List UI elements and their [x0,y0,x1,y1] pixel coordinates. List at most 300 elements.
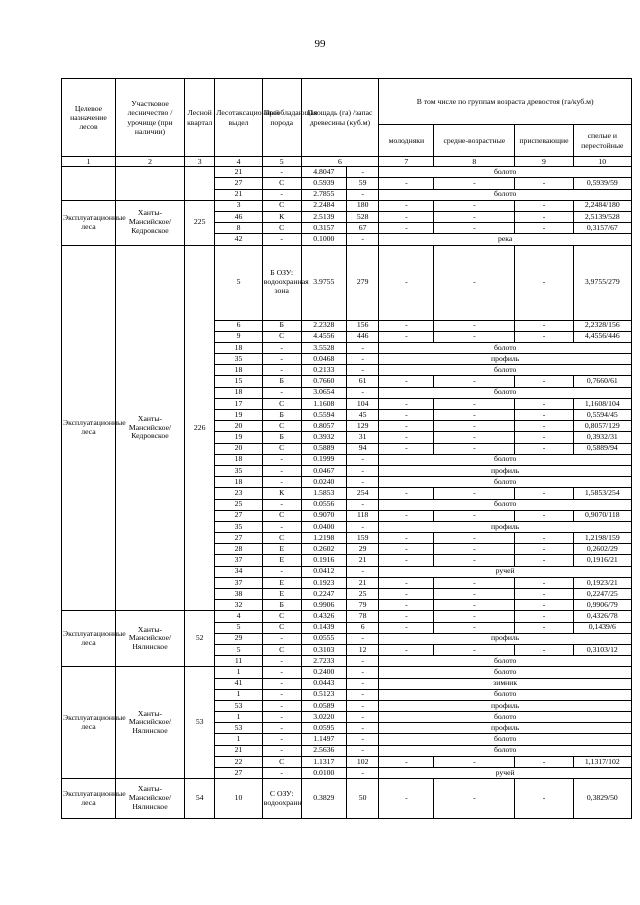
cell-stock: 102 [346,756,378,767]
cell-species: - [262,354,301,365]
col-number: 8 [434,157,515,167]
cell-land-type: болото [379,712,632,723]
cell-maturing: - [515,644,573,655]
cell-species: Е [262,555,301,566]
cell-young: - [379,211,434,222]
col-number: 7 [379,157,434,167]
cell-species: Б [262,410,301,421]
cell-division: 15 [215,376,263,387]
cell-area: 0.0443 [301,678,346,689]
cell-stock: 156 [346,320,378,331]
cell-division: 20 [215,443,263,454]
cell-quarter [185,167,215,201]
cell-stock: - [346,189,378,200]
cell-area: 0.0412 [301,566,346,577]
cell-young: - [379,245,434,320]
cell-species: - [262,656,301,667]
cell-area: 0.0468 [301,354,346,365]
cell-division: 21 [215,167,263,178]
cell-young: - [379,432,434,443]
cell-stock: - [346,354,378,365]
cell-division: 35 [215,521,263,532]
cell-middle: - [434,211,515,222]
cell-species: - [262,521,301,532]
cell-division: 35 [215,465,263,476]
cell-species: - [262,633,301,644]
cell-species: - [262,167,301,178]
cell-maturing: - [515,488,573,499]
cell-middle: - [434,589,515,600]
cell-area: 1.1608 [301,398,346,409]
cell-young: - [379,421,434,432]
table-row [62,245,632,320]
cell-middle: - [434,544,515,555]
cell-young: - [379,320,434,331]
cell-species: - [262,723,301,734]
cell-area: 0.9906 [301,600,346,611]
cell-species: - [262,745,301,756]
cell-division: 1 [215,734,263,745]
header-maturing: приспевающие [515,125,573,157]
cell-area: 0.5594 [301,410,346,421]
cell-stock: - [346,768,378,779]
cell-area: 0.0555 [301,633,346,644]
cell-maturing: - [515,331,573,342]
cell-stock: 29 [346,544,378,555]
cell-area: 4.4556 [301,331,346,342]
cell-species: - [262,342,301,353]
cell-area: 0.0240 [301,477,346,488]
cell-species: - [262,189,301,200]
cell-species: С [262,510,301,521]
cell-species: - [262,667,301,678]
cell-division: 4 [215,611,263,622]
cell-land-type: профиль [379,723,632,734]
col-number: 9 [515,157,573,167]
cell-area: 2.7855 [301,189,346,200]
cell-species: - [262,465,301,476]
cell-young: - [379,544,434,555]
cell-species: Б [262,376,301,387]
cell-maturing: - [515,211,573,222]
cell-stock: 25 [346,589,378,600]
cell-division: 17 [215,398,263,409]
cell-young: - [379,200,434,211]
cell-middle: - [434,320,515,331]
cell-middle: - [434,488,515,499]
cell-stock: 61 [346,376,378,387]
cell-division: 21 [215,745,263,756]
cell-land-type: профиль [379,521,632,532]
cell-maturing: - [515,200,573,211]
cell-division: 27 [215,178,263,189]
cell-area: 2.2484 [301,200,346,211]
cell-land-type: болото [379,454,632,465]
cell-young: - [379,555,434,566]
cell-area: 0.0400 [301,521,346,532]
cell-maturing: - [515,622,573,633]
col-number: 5 [262,157,301,167]
cell-area: 0.9070 [301,510,346,521]
cell-division: 9 [215,331,263,342]
cell-division: 37 [215,577,263,588]
cell-mature: 1,1608/104 [573,398,631,409]
cell-species: С [262,331,301,342]
cell-area: 0.2400 [301,667,346,678]
cell-division: 6 [215,320,263,331]
cell-maturing: - [515,577,573,588]
cell-maturing: - [515,398,573,409]
cell-land-type: болото [379,734,632,745]
cell-young: - [379,410,434,421]
cell-species: С [262,443,301,454]
cell-stock: - [346,234,378,245]
cell-middle: - [434,443,515,454]
cell-area: 0.1916 [301,555,346,566]
header-young: молодняки [379,125,434,157]
cell-division: 10 [215,779,263,819]
cell-middle: - [434,376,515,387]
cell-area: 0.1000 [301,234,346,245]
cell-area: 0.1439 [301,622,346,633]
col-number: 4 [215,157,263,167]
cell-stock: - [346,365,378,376]
cell-division: 18 [215,454,263,465]
cell-area: 0.4326 [301,611,346,622]
cell-middle: - [434,756,515,767]
cell-area: 0.2602 [301,544,346,555]
cell-young: - [379,577,434,588]
cell-young: - [379,488,434,499]
cell-area: 0.2133 [301,365,346,376]
cell-division: 23 [215,488,263,499]
cell-area: 1.1317 [301,756,346,767]
cell-division: 42 [215,234,263,245]
cell-area: 3.0654 [301,387,346,398]
cell-species: - [262,700,301,711]
cell-division: 11 [215,656,263,667]
cell-stock: 45 [346,410,378,421]
cell-species: - [262,365,301,376]
cell-young: - [379,510,434,521]
cell-stock: 104 [346,398,378,409]
cell-mature: 2,5139/528 [573,211,631,222]
cell-division: 38 [215,589,263,600]
cell-young: - [379,443,434,454]
table-row [62,167,632,178]
cell-species: Б [262,320,301,331]
cell-quarter: 54 [185,779,215,819]
cell-stock: 159 [346,533,378,544]
header-middle: средне-возрастные [434,125,515,157]
cell-stock: - [346,656,378,667]
cell-stock: - [346,723,378,734]
cell-division: 18 [215,342,263,353]
cell-land-type: болото [379,387,632,398]
cell-district: Ханты-Мансийское/ Нялинское [115,611,184,667]
cell-stock: - [346,633,378,644]
cell-division: 19 [215,410,263,421]
cell-stock: - [346,521,378,532]
header-division: Лесотаксационный выдел [215,79,263,157]
cell-area: 0.0556 [301,499,346,510]
cell-species: С [262,421,301,432]
cell-division: 1 [215,689,263,700]
cell-stock: - [346,667,378,678]
cell-mature: 0,5889/94 [573,443,631,454]
cell-species: Е [262,577,301,588]
cell-species: С [262,178,301,189]
cell-maturing: - [515,510,573,521]
cell-area: 2.7233 [301,656,346,667]
cell-middle: - [434,577,515,588]
cell-division: 3 [215,200,263,211]
cell-maturing: - [515,544,573,555]
cell-species: - [262,712,301,723]
table-row [62,779,632,819]
cell-middle: - [434,398,515,409]
cell-stock: 6 [346,622,378,633]
cell-mature: 2,2484/180 [573,200,631,211]
col-number: 6 [301,157,379,167]
cell-stock: - [346,712,378,723]
cell-stock: - [346,678,378,689]
cell-mature: 3,9755/279 [573,245,631,320]
cell-young: - [379,600,434,611]
cell-area: 3.9755 [301,245,346,320]
cell-middle: - [434,178,515,189]
table-row [62,200,632,211]
page-number: 99 [314,38,326,50]
cell-young: - [379,622,434,633]
cell-division: 37 [215,555,263,566]
cell-district: Ханты-Мансийское/ Кедровское [115,200,184,245]
cell-division: 34 [215,566,263,577]
cell-area: 2.5139 [301,211,346,222]
cell-species: Б [262,600,301,611]
cell-purpose [62,167,116,201]
cell-division: 32 [215,600,263,611]
cell-mature: 0,2602/29 [573,544,631,555]
cell-area: 2.2328 [301,320,346,331]
cell-stock: - [346,734,378,745]
cell-middle: - [434,555,515,566]
cell-mature: 0,1923/21 [573,577,631,588]
cell-division: 27 [215,510,263,521]
cell-district: Ханты-Мансийское/ Кедровское [115,245,184,611]
cell-area: 0.7660 [301,376,346,387]
header-purpose: Целевое назначение лесов [62,79,116,157]
cell-area: 0.5123 [301,689,346,700]
cell-maturing: - [515,555,573,566]
cell-land-type: болото [379,689,632,700]
cell-area: 0.0595 [301,723,346,734]
cell-stock: 67 [346,223,378,234]
cell-species: К [262,211,301,222]
cell-middle: - [434,410,515,421]
cell-area: 1.1497 [301,734,346,745]
cell-area: 0.5889 [301,443,346,454]
cell-young: - [379,756,434,767]
cell-land-type: профиль [379,700,632,711]
cell-stock: 59 [346,178,378,189]
cell-stock: - [346,454,378,465]
cell-division: 20 [215,421,263,432]
cell-division: 25 [215,499,263,510]
cell-species: К [262,488,301,499]
cell-purpose: Эксплуатационные леса [62,245,116,611]
table-row [62,667,632,678]
cell-species: Б [262,432,301,443]
cell-young: - [379,779,434,819]
cell-young: - [379,644,434,655]
cell-mature: 0,3932/31 [573,432,631,443]
cell-stock: - [346,477,378,488]
cell-stock: 279 [346,245,378,320]
cell-young: - [379,331,434,342]
cell-maturing: - [515,600,573,611]
cell-division: 53 [215,700,263,711]
cell-area: 4.8047 [301,167,346,178]
cell-middle: - [434,331,515,342]
cell-species: - [262,387,301,398]
cell-maturing: - [515,421,573,432]
cell-mature: 0,2247/25 [573,589,631,600]
cell-area: 2.5636 [301,745,346,756]
cell-land-type: профиль [379,354,632,365]
cell-middle: - [434,600,515,611]
cell-stock: 180 [346,200,378,211]
cell-young: - [379,223,434,234]
cell-mature: 0,5594/45 [573,410,631,421]
cell-stock: 254 [346,488,378,499]
cell-species: Е [262,589,301,600]
header-species: Преобладающая порода [262,79,301,157]
cell-maturing: - [515,432,573,443]
cell-division: 28 [215,544,263,555]
cell-species: С [262,398,301,409]
cell-purpose: Эксплуатационные леса [62,200,116,245]
cell-area: 0.3103 [301,644,346,655]
cell-land-type: ручей [379,566,632,577]
cell-quarter: 226 [185,245,215,611]
cell-mature: 0,9070/118 [573,510,631,521]
cell-maturing: - [515,533,573,544]
cell-area: 0.8057 [301,421,346,432]
cell-middle: - [434,432,515,443]
cell-species: - [262,689,301,700]
cell-area: 0.1923 [301,577,346,588]
cell-mature: 0,1916/21 [573,555,631,566]
cell-species: С [262,223,301,234]
cell-mature: 0,3103/12 [573,644,631,655]
cell-stock: - [346,465,378,476]
cell-stock: 21 [346,577,378,588]
cell-species: - [262,499,301,510]
header-district: Участковое лесничество /урочище (при наличии) [115,79,184,157]
cell-mature: 0,5939/59 [573,178,631,189]
cell-area: 0.5939 [301,178,346,189]
cell-species: - [262,734,301,745]
cell-mature: 0,9906/79 [573,600,631,611]
cell-maturing: - [515,756,573,767]
cell-land-type: профиль [379,633,632,644]
cell-land-type: зимник [379,678,632,689]
cell-land-type: болото [379,745,632,756]
cell-mature: 0,1439/6 [573,622,631,633]
cell-young: - [379,398,434,409]
cell-mature: 1,1317/102 [573,756,631,767]
cell-division: 18 [215,387,263,398]
cell-young: - [379,589,434,600]
cell-division: 27 [215,533,263,544]
cell-quarter: 53 [185,667,215,779]
cell-species: С [262,611,301,622]
cell-maturing: - [515,223,573,234]
cell-middle: - [434,200,515,211]
cell-purpose: Эксплуатационные леса [62,611,116,667]
cell-maturing: - [515,443,573,454]
cell-species: С [262,756,301,767]
cell-stock: 31 [346,432,378,443]
cell-middle: - [434,421,515,432]
cell-land-type: болото [379,499,632,510]
cell-mature: 1,5853/254 [573,488,631,499]
cell-stock: 78 [346,611,378,622]
cell-maturing: - [515,245,573,320]
cell-land-type: ручей [379,768,632,779]
cell-species: С [262,644,301,655]
cell-stock: - [346,342,378,353]
cell-mature: 2,2328/156 [573,320,631,331]
cell-stock: 50 [346,779,378,819]
cell-stock: 79 [346,600,378,611]
cell-species: С [262,622,301,633]
cell-stock: 21 [346,555,378,566]
cell-area: 3.5528 [301,342,346,353]
cell-area: 1.2198 [301,533,346,544]
col-number: 2 [115,157,184,167]
cell-mature: 1,2198/159 [573,533,631,544]
cell-species: Б ОЗУ: водоохранная зона [262,245,301,320]
cell-middle: - [434,644,515,655]
cell-land-type: болото [379,365,632,376]
cell-mature: 0,7660/61 [573,376,631,387]
column-number-row [62,157,632,167]
cell-middle: - [434,779,515,819]
cell-land-type: профиль [379,465,632,476]
col-number: 10 [573,157,631,167]
cell-species: - [262,234,301,245]
cell-species: С [262,533,301,544]
cell-stock: - [346,745,378,756]
cell-division: 18 [215,477,263,488]
cell-stock: - [346,167,378,178]
cell-stock: 446 [346,331,378,342]
cell-district: Ханты-Мансийское/ Нялинское [115,667,184,779]
cell-stock: - [346,566,378,577]
cell-land-type: болото [379,477,632,488]
cell-division: 27 [215,768,263,779]
cell-species: С ОЗУ: водоохранн [262,779,301,819]
cell-division: 35 [215,354,263,365]
cell-mature: 0,3829/50 [573,779,631,819]
header-age-groups: В том числе по группам возраста древостоя (га/куб.м) [379,79,632,125]
cell-area: 3.0220 [301,712,346,723]
cell-stock: 129 [346,421,378,432]
cell-species: - [262,678,301,689]
cell-middle: - [434,533,515,544]
